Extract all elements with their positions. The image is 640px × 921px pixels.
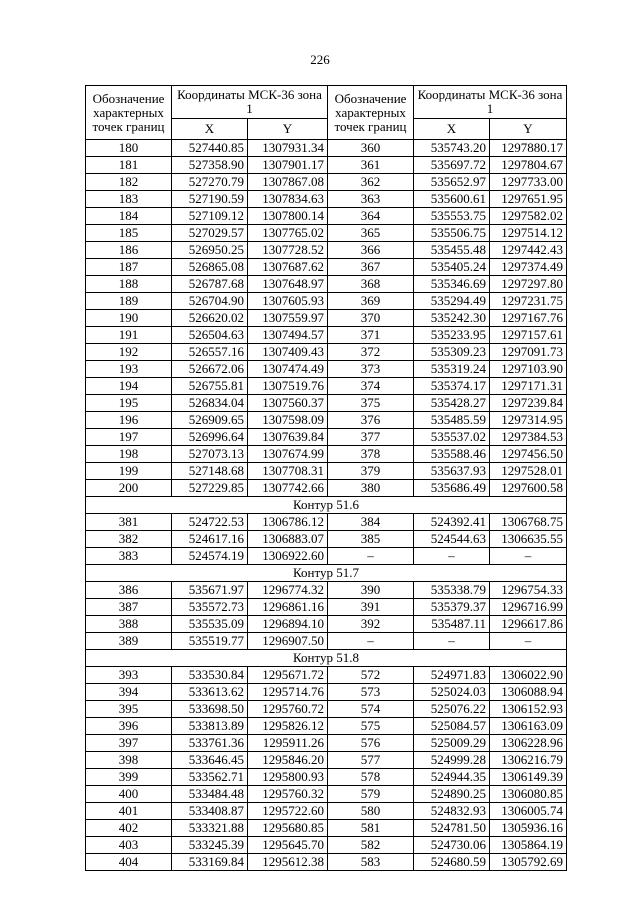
x-left-cell: 526504.63 bbox=[172, 327, 248, 344]
point-left-cell: 382 bbox=[86, 531, 172, 548]
x-right-cell: 525009.29 bbox=[414, 735, 490, 752]
y-left-cell: 1295722.60 bbox=[248, 803, 328, 820]
table-row bbox=[86, 157, 567, 174]
point-left-cell: 394 bbox=[86, 684, 172, 701]
y-right-cell: 1296716.99 bbox=[490, 599, 567, 616]
y-right-cell: 1297297.80 bbox=[490, 276, 567, 293]
table-row bbox=[86, 395, 567, 412]
point-left-cell: 399 bbox=[86, 769, 172, 786]
y-left-cell: 1307409.43 bbox=[248, 344, 328, 361]
x-left-cell: 527109.12 bbox=[172, 208, 248, 225]
y-left-cell: 1307800.14 bbox=[248, 208, 328, 225]
table-row bbox=[86, 378, 567, 395]
y-right-cell: 1306149.39 bbox=[490, 769, 567, 786]
point-left-cell: 188 bbox=[86, 276, 172, 293]
table-row bbox=[86, 208, 567, 225]
x-left-cell: 524617.16 bbox=[172, 531, 248, 548]
x-right-cell: 524832.93 bbox=[414, 803, 490, 820]
point-left-cell: 191 bbox=[86, 327, 172, 344]
y-left-cell: 1307474.49 bbox=[248, 361, 328, 378]
y-right-cell: 1305864.19 bbox=[490, 837, 567, 854]
table-row bbox=[86, 854, 567, 871]
x-right-cell: 535553.75 bbox=[414, 208, 490, 225]
x-right-cell: 525076.22 bbox=[414, 701, 490, 718]
y-right-cell: 1297528.01 bbox=[490, 463, 567, 480]
point-right-cell: 385 bbox=[328, 531, 414, 548]
x-left-cell: 526557.16 bbox=[172, 344, 248, 361]
y-left-cell: 1295714.76 bbox=[248, 684, 328, 701]
point-right-cell: 375 bbox=[328, 395, 414, 412]
table-row bbox=[86, 735, 567, 752]
table-row bbox=[86, 191, 567, 208]
x-right-cell: 535405.24 bbox=[414, 259, 490, 276]
contour-row bbox=[86, 650, 567, 667]
table-row bbox=[86, 225, 567, 242]
point-right-cell: 582 bbox=[328, 837, 414, 854]
y-right-cell: 1297384.53 bbox=[490, 429, 567, 446]
point-left-cell: 398 bbox=[86, 752, 172, 769]
y-left-cell: 1307560.37 bbox=[248, 395, 328, 412]
point-right-cell: 369 bbox=[328, 293, 414, 310]
y-left-cell: 1307605.93 bbox=[248, 293, 328, 310]
point-left-cell: 402 bbox=[86, 820, 172, 837]
y-left-cell: 1307931.34 bbox=[248, 140, 328, 157]
coords-header-right: Координаты МСК-36 зона 1 bbox=[414, 86, 567, 119]
x-right-cell: 524730.06 bbox=[414, 837, 490, 854]
x-left-cell: 526909.65 bbox=[172, 412, 248, 429]
coords-header-left: Координаты МСК-36 зона 1 bbox=[172, 86, 328, 119]
point-left-cell: 186 bbox=[86, 242, 172, 259]
point-right-cell: 374 bbox=[328, 378, 414, 395]
table-row bbox=[86, 327, 567, 344]
x-right-cell: 524971.83 bbox=[414, 667, 490, 684]
x-right-cell: 524999.28 bbox=[414, 752, 490, 769]
y-right-cell: 1306163.09 bbox=[490, 718, 567, 735]
x-right-cell: 525084.57 bbox=[414, 718, 490, 735]
point-right-cell: 391 bbox=[328, 599, 414, 616]
point-right-cell: 373 bbox=[328, 361, 414, 378]
point-right-cell: 573 bbox=[328, 684, 414, 701]
point-left-cell: 197 bbox=[86, 429, 172, 446]
x-left-cell: 526996.64 bbox=[172, 429, 248, 446]
page-number: 226 bbox=[310, 52, 330, 67]
y-right-cell: 1297651.95 bbox=[490, 191, 567, 208]
x-left-cell: 527229.85 bbox=[172, 480, 248, 497]
x-left-cell: 533698.50 bbox=[172, 701, 248, 718]
table-row bbox=[86, 616, 567, 633]
x-left-cell: 526620.02 bbox=[172, 310, 248, 327]
point-left-cell: 395 bbox=[86, 701, 172, 718]
y-left-cell: 1295846.20 bbox=[248, 752, 328, 769]
x-left-cell: 533813.89 bbox=[172, 718, 248, 735]
table-row bbox=[86, 531, 567, 548]
table-row bbox=[86, 633, 567, 650]
point-right-cell: 580 bbox=[328, 803, 414, 820]
y-right-cell: 1297514.12 bbox=[490, 225, 567, 242]
designation-header-right: Обозначение характерных точек границ bbox=[328, 86, 414, 140]
table-row bbox=[86, 514, 567, 531]
y-left-cell: 1295645.70 bbox=[248, 837, 328, 854]
contour-label: Контур 51.6 bbox=[86, 497, 567, 514]
x-right-cell: 535652.97 bbox=[414, 174, 490, 191]
x-left-cell: 527358.90 bbox=[172, 157, 248, 174]
point-left-cell: 189 bbox=[86, 293, 172, 310]
point-right-cell: 364 bbox=[328, 208, 414, 225]
x-left-cell: 535519.77 bbox=[172, 633, 248, 650]
y-left-cell: 1295911.26 bbox=[248, 735, 328, 752]
designation-header-left: Обозначение характерных точек границ bbox=[86, 86, 172, 140]
x-right-cell: 524680.59 bbox=[414, 854, 490, 871]
y-left-cell: 1307598.09 bbox=[248, 412, 328, 429]
x-right-cell: 524544.63 bbox=[414, 531, 490, 548]
y-header-left: Y bbox=[248, 119, 328, 140]
point-left-cell: 194 bbox=[86, 378, 172, 395]
y-left-cell: 1307765.02 bbox=[248, 225, 328, 242]
x-right-cell: 535455.48 bbox=[414, 242, 490, 259]
y-left-cell: 1296861.16 bbox=[248, 599, 328, 616]
point-left-cell: 199 bbox=[86, 463, 172, 480]
y-right-cell: 1297103.90 bbox=[490, 361, 567, 378]
y-right-cell: 1305936.16 bbox=[490, 820, 567, 837]
y-left-cell: 1295612.38 bbox=[248, 854, 328, 871]
y-right-cell: 1297314.95 bbox=[490, 412, 567, 429]
point-right-cell: 370 bbox=[328, 310, 414, 327]
y-right-cell: 1296754.33 bbox=[490, 582, 567, 599]
y-left-cell: 1306922.60 bbox=[248, 548, 328, 565]
x-left-cell: 533408.87 bbox=[172, 803, 248, 820]
y-right-cell: 1306228.96 bbox=[490, 735, 567, 752]
table-row bbox=[86, 344, 567, 361]
table-row bbox=[86, 446, 567, 463]
coordinates-table bbox=[85, 85, 567, 871]
x-left-cell: 526950.25 bbox=[172, 242, 248, 259]
table-row bbox=[86, 174, 567, 191]
point-right-cell: 380 bbox=[328, 480, 414, 497]
y-left-cell: 1307519.76 bbox=[248, 378, 328, 395]
point-right-cell: 367 bbox=[328, 259, 414, 276]
y-left-cell: 1296894.10 bbox=[248, 616, 328, 633]
point-left-cell: 195 bbox=[86, 395, 172, 412]
x-right-cell: 535600.61 bbox=[414, 191, 490, 208]
x-left-cell: 527440.85 bbox=[172, 140, 248, 157]
point-left-cell: 200 bbox=[86, 480, 172, 497]
x-left-cell: 526865.08 bbox=[172, 259, 248, 276]
x-right-cell: 535374.17 bbox=[414, 378, 490, 395]
y-right-cell: 1297733.00 bbox=[490, 174, 567, 191]
y-left-cell: 1307639.84 bbox=[248, 429, 328, 446]
x-left-cell: 526834.04 bbox=[172, 395, 248, 412]
contour-label: Контур 51.7 bbox=[86, 565, 567, 582]
x-header-right: X bbox=[414, 119, 490, 140]
y-left-cell: 1307494.57 bbox=[248, 327, 328, 344]
point-right-cell: 581 bbox=[328, 820, 414, 837]
table-row bbox=[86, 310, 567, 327]
point-right-cell: 572 bbox=[328, 667, 414, 684]
x-left-cell: 524722.53 bbox=[172, 514, 248, 531]
y-right-cell: 1297880.17 bbox=[490, 140, 567, 157]
x-left-cell: 527270.79 bbox=[172, 174, 248, 191]
table-row bbox=[86, 718, 567, 735]
x-right-cell: 535309.23 bbox=[414, 344, 490, 361]
table-row bbox=[86, 412, 567, 429]
point-right-cell: 392 bbox=[328, 616, 414, 633]
x-right-cell: 535537.02 bbox=[414, 429, 490, 446]
table-row bbox=[86, 361, 567, 378]
y-right-cell: 1297600.58 bbox=[490, 480, 567, 497]
table-row bbox=[86, 701, 567, 718]
table-row bbox=[86, 752, 567, 769]
y-left-cell: 1307742.66 bbox=[248, 480, 328, 497]
point-left-cell: 180 bbox=[86, 140, 172, 157]
x-right-cell: 535697.72 bbox=[414, 157, 490, 174]
x-right-cell: 535338.79 bbox=[414, 582, 490, 599]
x-right-cell: 524392.41 bbox=[414, 514, 490, 531]
y-left-cell: 1295680.85 bbox=[248, 820, 328, 837]
x-left-cell: 527029.57 bbox=[172, 225, 248, 242]
table-row bbox=[86, 667, 567, 684]
contour-row bbox=[86, 497, 567, 514]
point-left-cell: 403 bbox=[86, 837, 172, 854]
point-right-cell: 390 bbox=[328, 582, 414, 599]
point-right-cell: 366 bbox=[328, 242, 414, 259]
y-right-cell: 1306635.55 bbox=[490, 531, 567, 548]
y-right-cell: – bbox=[490, 633, 567, 650]
y-right-cell: – bbox=[490, 548, 567, 565]
point-left-cell: 389 bbox=[86, 633, 172, 650]
y-right-cell: 1305792.69 bbox=[490, 854, 567, 871]
x-right-cell: 524890.25 bbox=[414, 786, 490, 803]
table-row bbox=[86, 769, 567, 786]
y-right-cell: 1306768.75 bbox=[490, 514, 567, 531]
x-left-cell: 533484.48 bbox=[172, 786, 248, 803]
x-right-cell: 535294.49 bbox=[414, 293, 490, 310]
x-header-left: X bbox=[172, 119, 248, 140]
x-right-cell: – bbox=[414, 633, 490, 650]
table-row bbox=[86, 463, 567, 480]
point-left-cell: 386 bbox=[86, 582, 172, 599]
x-right-cell: 535487.11 bbox=[414, 616, 490, 633]
x-right-cell: 535743.20 bbox=[414, 140, 490, 157]
table-row bbox=[86, 429, 567, 446]
point-right-cell: 384 bbox=[328, 514, 414, 531]
point-left-cell: 193 bbox=[86, 361, 172, 378]
point-right-cell: 365 bbox=[328, 225, 414, 242]
table-row bbox=[86, 803, 567, 820]
table-row bbox=[86, 242, 567, 259]
y-right-cell: 1306152.93 bbox=[490, 701, 567, 718]
x-left-cell: 535671.97 bbox=[172, 582, 248, 599]
table-row bbox=[86, 276, 567, 293]
y-left-cell: 1307687.62 bbox=[248, 259, 328, 276]
y-left-cell: 1307648.97 bbox=[248, 276, 328, 293]
y-left-cell: 1296907.50 bbox=[248, 633, 328, 650]
point-right-cell: 583 bbox=[328, 854, 414, 871]
x-left-cell: 526755.81 bbox=[172, 378, 248, 395]
table-row bbox=[86, 820, 567, 837]
contour-row bbox=[86, 565, 567, 582]
x-left-cell: 527073.13 bbox=[172, 446, 248, 463]
point-right-cell: 372 bbox=[328, 344, 414, 361]
x-left-cell: 526672.06 bbox=[172, 361, 248, 378]
point-right-cell: 363 bbox=[328, 191, 414, 208]
y-left-cell: 1306786.12 bbox=[248, 514, 328, 531]
x-right-cell: 535485.59 bbox=[414, 412, 490, 429]
point-left-cell: 183 bbox=[86, 191, 172, 208]
y-right-cell: 1297231.75 bbox=[490, 293, 567, 310]
point-left-cell: 400 bbox=[86, 786, 172, 803]
y-left-cell: 1295760.32 bbox=[248, 786, 328, 803]
x-right-cell: 535637.93 bbox=[414, 463, 490, 480]
x-left-cell: 533613.62 bbox=[172, 684, 248, 701]
table-row bbox=[86, 140, 567, 157]
x-right-cell: 535428.27 bbox=[414, 395, 490, 412]
x-right-cell: 535346.69 bbox=[414, 276, 490, 293]
x-left-cell: 524574.19 bbox=[172, 548, 248, 565]
y-left-cell: 1307674.99 bbox=[248, 446, 328, 463]
x-left-cell: 527148.68 bbox=[172, 463, 248, 480]
x-left-cell: 526787.68 bbox=[172, 276, 248, 293]
table-row bbox=[86, 786, 567, 803]
point-left-cell: 192 bbox=[86, 344, 172, 361]
table-row bbox=[86, 293, 567, 310]
y-right-cell: 1296617.86 bbox=[490, 616, 567, 633]
point-right-cell: 378 bbox=[328, 446, 414, 463]
y-left-cell: 1307867.08 bbox=[248, 174, 328, 191]
point-right-cell: 577 bbox=[328, 752, 414, 769]
y-left-cell: 1307901.17 bbox=[248, 157, 328, 174]
table-body bbox=[86, 140, 567, 871]
point-right-cell: 376 bbox=[328, 412, 414, 429]
point-right-cell: 575 bbox=[328, 718, 414, 735]
y-right-cell: 1297374.49 bbox=[490, 259, 567, 276]
y-right-cell: 1297442.43 bbox=[490, 242, 567, 259]
point-right-cell: 362 bbox=[328, 174, 414, 191]
x-right-cell: – bbox=[414, 548, 490, 565]
y-left-cell: 1306883.07 bbox=[248, 531, 328, 548]
y-left-cell: 1295800.93 bbox=[248, 769, 328, 786]
y-right-cell: 1297171.31 bbox=[490, 378, 567, 395]
y-left-cell: 1307834.63 bbox=[248, 191, 328, 208]
y-right-cell: 1297239.84 bbox=[490, 395, 567, 412]
table-row bbox=[86, 582, 567, 599]
point-left-cell: 401 bbox=[86, 803, 172, 820]
point-right-cell: 371 bbox=[328, 327, 414, 344]
table-row bbox=[86, 599, 567, 616]
point-right-cell: 578 bbox=[328, 769, 414, 786]
y-right-cell: 1306088.94 bbox=[490, 684, 567, 701]
y-right-cell: 1297167.76 bbox=[490, 310, 567, 327]
point-left-cell: 185 bbox=[86, 225, 172, 242]
y-left-cell: 1307728.52 bbox=[248, 242, 328, 259]
x-right-cell: 535233.95 bbox=[414, 327, 490, 344]
y-right-cell: 1297582.02 bbox=[490, 208, 567, 225]
point-left-cell: 182 bbox=[86, 174, 172, 191]
y-right-cell: 1306022.90 bbox=[490, 667, 567, 684]
x-right-cell: 535588.46 bbox=[414, 446, 490, 463]
point-left-cell: 181 bbox=[86, 157, 172, 174]
table-row bbox=[86, 548, 567, 565]
x-right-cell: 524944.35 bbox=[414, 769, 490, 786]
point-left-cell: 187 bbox=[86, 259, 172, 276]
point-right-cell: 377 bbox=[328, 429, 414, 446]
y-left-cell: 1295671.72 bbox=[248, 667, 328, 684]
point-left-cell: 184 bbox=[86, 208, 172, 225]
x-right-cell: 535686.49 bbox=[414, 480, 490, 497]
table-row bbox=[86, 837, 567, 854]
point-left-cell: 393 bbox=[86, 667, 172, 684]
point-right-cell: 576 bbox=[328, 735, 414, 752]
point-left-cell: 381 bbox=[86, 514, 172, 531]
point-left-cell: 383 bbox=[86, 548, 172, 565]
x-right-cell: 525024.03 bbox=[414, 684, 490, 701]
y-right-cell: 1297157.61 bbox=[490, 327, 567, 344]
x-left-cell: 533321.88 bbox=[172, 820, 248, 837]
y-left-cell: 1307559.97 bbox=[248, 310, 328, 327]
point-left-cell: 196 bbox=[86, 412, 172, 429]
contour-label: Контур 51.8 bbox=[86, 650, 567, 667]
point-left-cell: 198 bbox=[86, 446, 172, 463]
x-left-cell: 533169.84 bbox=[172, 854, 248, 871]
point-left-cell: 397 bbox=[86, 735, 172, 752]
x-right-cell: 535242.30 bbox=[414, 310, 490, 327]
table-row bbox=[86, 684, 567, 701]
point-right-cell: 574 bbox=[328, 701, 414, 718]
point-left-cell: 387 bbox=[86, 599, 172, 616]
point-left-cell: 396 bbox=[86, 718, 172, 735]
y-left-cell: 1295826.12 bbox=[248, 718, 328, 735]
x-left-cell: 533761.36 bbox=[172, 735, 248, 752]
x-left-cell: 533646.45 bbox=[172, 752, 248, 769]
point-right-cell: – bbox=[328, 548, 414, 565]
y-left-cell: 1307708.31 bbox=[248, 463, 328, 480]
x-left-cell: 533562.71 bbox=[172, 769, 248, 786]
y-left-cell: 1295760.72 bbox=[248, 701, 328, 718]
point-right-cell: 579 bbox=[328, 786, 414, 803]
point-right-cell: 368 bbox=[328, 276, 414, 293]
x-right-cell: 535319.24 bbox=[414, 361, 490, 378]
y-right-cell: 1306080.85 bbox=[490, 786, 567, 803]
x-left-cell: 535535.09 bbox=[172, 616, 248, 633]
point-left-cell: 388 bbox=[86, 616, 172, 633]
y-right-cell: 1297091.73 bbox=[490, 344, 567, 361]
x-right-cell: 535379.37 bbox=[414, 599, 490, 616]
x-right-cell: 524781.50 bbox=[414, 820, 490, 837]
y-left-cell: 1296774.32 bbox=[248, 582, 328, 599]
point-left-cell: 404 bbox=[86, 854, 172, 871]
x-left-cell: 533530.84 bbox=[172, 667, 248, 684]
y-header-right: Y bbox=[490, 119, 567, 140]
point-right-cell: 361 bbox=[328, 157, 414, 174]
point-right-cell: 379 bbox=[328, 463, 414, 480]
table-row bbox=[86, 259, 567, 276]
y-right-cell: 1306216.79 bbox=[490, 752, 567, 769]
x-left-cell: 526704.90 bbox=[172, 293, 248, 310]
x-left-cell: 533245.39 bbox=[172, 837, 248, 854]
point-right-cell: 360 bbox=[328, 140, 414, 157]
x-right-cell: 535506.75 bbox=[414, 225, 490, 242]
point-left-cell: 190 bbox=[86, 310, 172, 327]
point-right-cell: – bbox=[328, 633, 414, 650]
y-right-cell: 1297804.67 bbox=[490, 157, 567, 174]
x-left-cell: 535572.73 bbox=[172, 599, 248, 616]
x-left-cell: 527190.59 bbox=[172, 191, 248, 208]
y-right-cell: 1306005.74 bbox=[490, 803, 567, 820]
y-right-cell: 1297456.50 bbox=[490, 446, 567, 463]
table-row bbox=[86, 480, 567, 497]
